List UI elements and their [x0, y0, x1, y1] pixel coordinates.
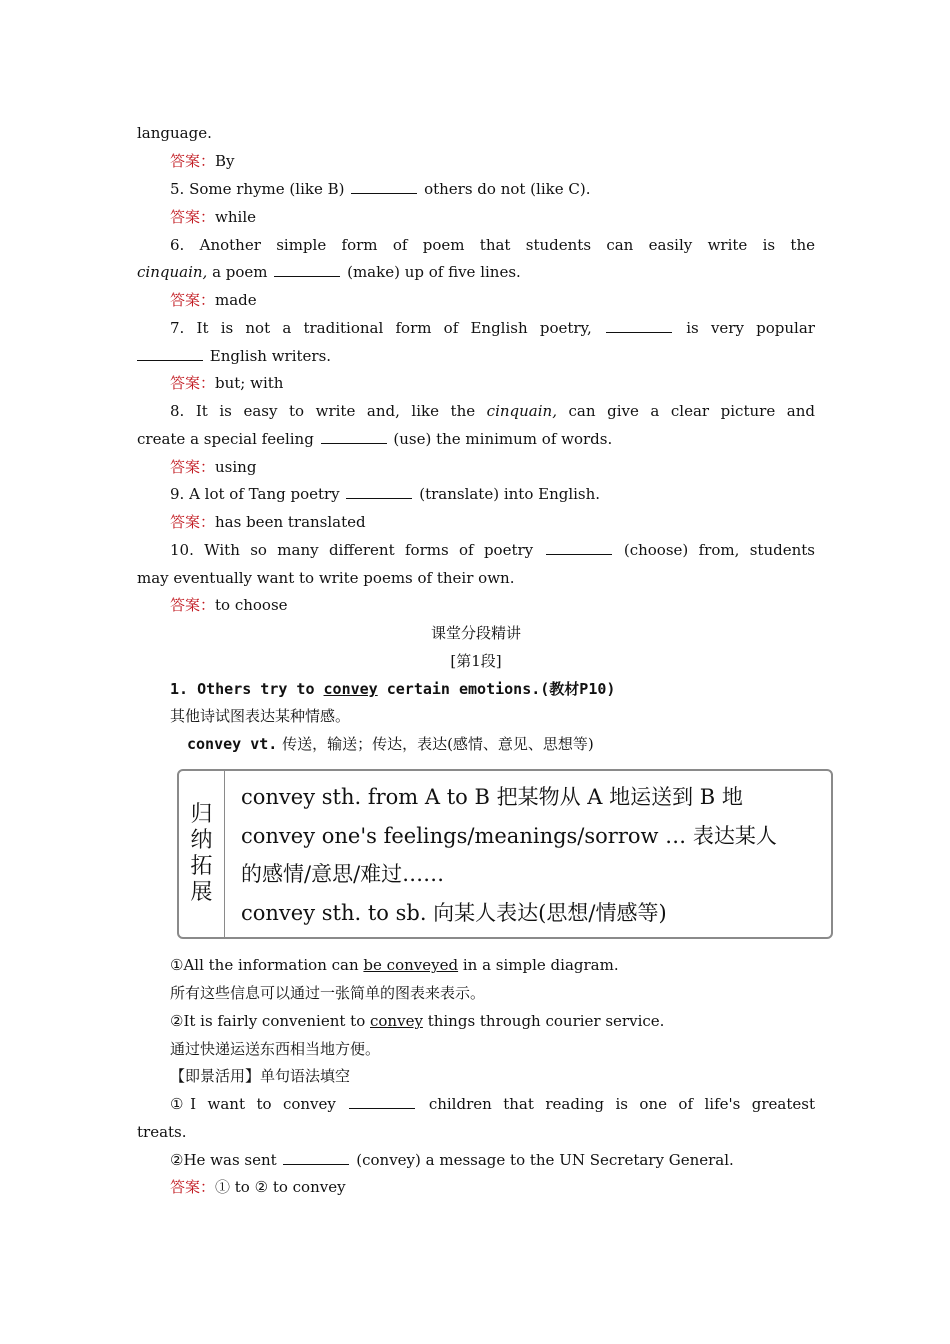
- practice-title: 【即景活用】单句语法填空: [170, 1067, 351, 1085]
- practice-2: ②He was sent (convey) a message to the UN Secretary General.: [170, 1151, 734, 1169]
- blank[interactable]: [321, 429, 387, 444]
- blank[interactable]: [274, 262, 340, 277]
- question-7-cont: English writers.: [137, 346, 815, 366]
- example-2-translation: 通过快递运送东西相当地方便。: [170, 1040, 381, 1058]
- answer-line: 答案：using: [170, 458, 257, 476]
- blank[interactable]: [546, 540, 612, 555]
- blank[interactable]: [349, 1094, 415, 1109]
- summary-line: convey sth. to sb. 向某人表达(思想/情感等): [241, 901, 667, 925]
- answer-line: 答案：① to ② to convey: [170, 1178, 346, 1196]
- answer-line: 答案：has been translated: [170, 513, 366, 531]
- summary-tag: 归 纳 拓 展: [179, 771, 225, 937]
- summary-line: convey sth. from A to B 把某物从 A 地运送到 B 地: [241, 785, 743, 809]
- summary-line: 的感情/意思/难过……: [241, 862, 445, 886]
- blank[interactable]: [351, 179, 417, 194]
- point-1-translation: 其他诗试图表达某种情感。: [170, 707, 351, 725]
- answer-line: [170, 151, 815, 171]
- answer-line: 答案：but; with: [170, 374, 284, 392]
- question-8-cont: create a special feeling (use) the minimum of words.: [137, 430, 613, 448]
- answer-line: 答案：to choose: [170, 596, 288, 614]
- question-6-cont: cinquain, a poem (make) up of five lines.: [137, 263, 521, 281]
- blank[interactable]: [283, 1150, 349, 1165]
- question-9: 9. A lot of Tang poetry (translate) into English.: [170, 485, 601, 503]
- example-1-translation: 所有这些信息可以通过一张简单的图表来表示。: [170, 984, 486, 1002]
- blank[interactable]: [606, 318, 672, 333]
- section-title: 课堂分段精讲: [430, 624, 521, 642]
- question-6: 6. Another simple form of poem that students can easily write is the: [170, 236, 815, 254]
- summary-box: [177, 769, 833, 939]
- answer-line: 答案：made: [170, 291, 257, 309]
- question-10-cont: may eventually want to write poems of their own.: [137, 569, 515, 587]
- blank[interactable]: [346, 484, 412, 499]
- question-5: 5. Some rhyme (like B) others do not (like C).: [170, 180, 591, 198]
- practice-1: ①I want to convey children that reading is one of life's greatest: [170, 1095, 815, 1113]
- word-definition: convey vt. 传送，输送；传达，表达(感情、意见、思想等): [187, 735, 594, 753]
- summary-line: convey one's feelings/meanings/sorrow … 表达某人: [241, 824, 777, 848]
- question-7: 7. It is not a traditional form of English poetry, is very popular: [170, 319, 815, 337]
- text-line: language.: [137, 124, 212, 142]
- answer-text: By: [215, 152, 235, 170]
- answer-label: 答案：: [170, 152, 216, 170]
- question-10: 10. With so many different forms of poetry (choose) from, students: [170, 541, 815, 559]
- question-8: 8. It is easy to write and, like the cinquain, can give a clear picture and: [170, 402, 815, 420]
- answer-line: 答案：while: [170, 208, 256, 226]
- point-1: 1. Others try to convey certain emotions.(教材P10): [170, 680, 616, 698]
- example-1: ①All the information can be conveyed in a simple diagram.: [170, 956, 619, 974]
- blank[interactable]: [137, 346, 203, 361]
- practice-1-cont: treats.: [137, 1123, 187, 1141]
- section-subtitle: [第1段]: [450, 652, 502, 670]
- example-2: ②It is fairly convenient to convey things through courier service.: [170, 1012, 665, 1030]
